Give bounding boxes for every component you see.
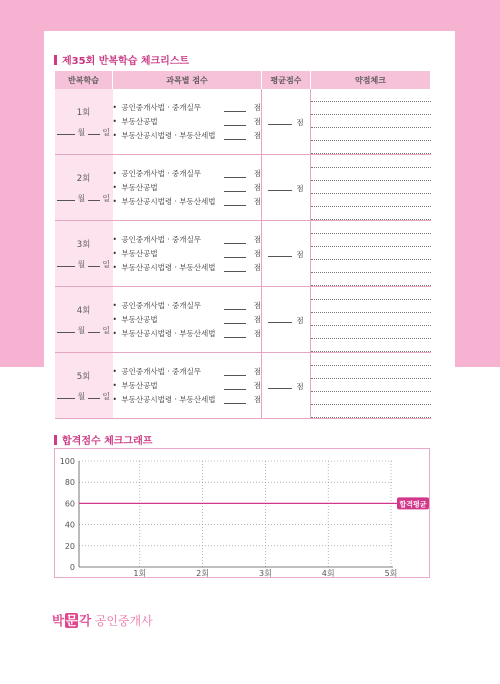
graph-title-text: 합격점수 체크그래프 — [62, 436, 153, 447]
score-blank[interactable] — [224, 381, 246, 390]
average-unit: 점 — [296, 183, 304, 193]
weakness-line[interactable] — [311, 260, 431, 273]
score-unit: 점 — [253, 169, 262, 178]
y-tick-label: 80 — [64, 478, 75, 488]
average-unit: 점 — [296, 381, 304, 391]
average-score-cell — [262, 353, 311, 419]
score-blank[interactable] — [224, 235, 246, 244]
subject-name: 부동산공법 — [121, 183, 158, 192]
bullet: • — [112, 131, 117, 140]
day-label: 일 — [102, 193, 111, 203]
score-blank[interactable] — [224, 131, 246, 140]
bullet: • — [112, 249, 117, 258]
score-blank[interactable] — [224, 249, 246, 258]
subject-name: 공인중개사법 · 중개실무 — [121, 169, 201, 178]
pass-average-label: 합격평균 — [399, 500, 427, 509]
weakness-line[interactable] — [311, 221, 431, 234]
day-label: 일 — [102, 325, 111, 335]
score-unit: 점 — [253, 249, 262, 258]
score-blank[interactable] — [224, 117, 246, 126]
round-label: 5회 — [76, 371, 91, 382]
logo-brand — [52, 611, 91, 629]
subject-score-line — [113, 393, 262, 407]
subject-name: 부동산공시법령 · 부동산세법 — [121, 263, 216, 272]
average-blank[interactable] — [268, 380, 292, 389]
weakness-line[interactable] — [311, 379, 431, 392]
subject-score-line — [113, 379, 262, 393]
average-score-cell — [262, 221, 311, 287]
subject-name: 부동산공시법령 · 부동산세법 — [121, 395, 216, 404]
x-tick-label: 3회 — [258, 569, 272, 578]
logo-brand-mid: 문 — [65, 613, 78, 628]
month-blank[interactable] — [57, 258, 75, 267]
logo-brand-post: 각 — [79, 613, 91, 628]
subject-score-line — [113, 261, 262, 275]
y-tick-label: 60 — [64, 499, 75, 509]
bullet: • — [112, 395, 117, 404]
bullet: • — [112, 301, 117, 310]
pass-score-graph — [54, 448, 430, 578]
month-blank[interactable] — [57, 324, 75, 333]
score-unit: 점 — [253, 367, 262, 376]
round-label: 1회 — [76, 107, 91, 118]
average-score-cell — [262, 89, 311, 155]
subject-name: 부동산공법 — [121, 381, 158, 390]
weakness-line[interactable] — [311, 115, 431, 128]
y-tick-label: 40 — [64, 520, 75, 530]
y-tick-label: 100 — [59, 457, 75, 466]
round-date — [55, 258, 113, 270]
title-bar-marker — [54, 55, 57, 65]
average-unit: 점 — [296, 249, 304, 259]
subject-name: 공인중개사법 · 중개실무 — [121, 235, 201, 244]
table-header-row — [55, 71, 431, 89]
bullet: • — [112, 315, 117, 324]
bullet: • — [112, 329, 117, 338]
subject-scores-cell — [113, 221, 262, 287]
y-tick-label: 20 — [64, 541, 75, 551]
weakness-line[interactable] — [311, 287, 431, 300]
subject-score-line — [113, 313, 262, 327]
weakness-cell — [311, 221, 431, 287]
round-date — [55, 192, 113, 204]
title-bar-marker — [54, 435, 57, 445]
weakness-line[interactable] — [311, 353, 431, 366]
average-score-cell — [262, 155, 311, 221]
subject-score-line — [113, 247, 262, 261]
subject-score-line — [113, 365, 262, 379]
x-tick-label: 1회 — [133, 569, 147, 578]
subject-scores-cell — [113, 287, 262, 353]
weakness-line[interactable] — [311, 128, 431, 141]
weakness-cell — [311, 89, 431, 155]
month-label: 월 — [77, 325, 86, 335]
weakness-line[interactable] — [311, 366, 431, 379]
bullet: • — [112, 367, 117, 376]
score-blank[interactable] — [224, 315, 246, 324]
subject-name: 공인중개사법 · 중개실무 — [121, 103, 201, 112]
header-round: 반복학습 — [55, 71, 113, 89]
round-date — [55, 126, 113, 138]
checklist-section-title — [54, 52, 189, 67]
subject-name: 공인중개사법 · 중개실무 — [121, 367, 201, 376]
round-date — [55, 390, 113, 402]
publisher-logo — [52, 611, 153, 629]
month-label: 월 — [77, 193, 86, 203]
subject-scores-cell — [113, 353, 262, 419]
table-row — [55, 287, 431, 353]
subject-score-line — [113, 299, 262, 313]
subject-name: 부동산공법 — [121, 249, 158, 258]
weakness-cell — [311, 353, 431, 419]
subject-name: 부동산공시법령 · 부동산세법 — [121, 197, 216, 206]
score-unit: 점 — [253, 235, 262, 244]
weakness-line[interactable] — [311, 207, 431, 220]
subject-score-line — [113, 327, 262, 341]
weakness-line[interactable] — [311, 102, 431, 115]
weakness-line[interactable] — [311, 300, 431, 313]
round-label: 3회 — [76, 239, 91, 250]
round-cell — [55, 287, 113, 353]
header-subject-scores: 과목별 점수 — [113, 71, 262, 89]
header-weakness-check: 약점체크 — [311, 71, 431, 89]
subject-name: 부동산공시법령 · 부동산세법 — [121, 329, 216, 338]
table-row — [55, 155, 431, 221]
weakness-line[interactable] — [311, 339, 431, 352]
score-blank[interactable] — [224, 197, 246, 206]
score-unit: 점 — [253, 183, 262, 192]
score-blank[interactable] — [224, 367, 246, 376]
average-blank[interactable] — [268, 314, 292, 323]
x-tick-label: 2회 — [196, 569, 210, 578]
score-unit: 점 — [253, 197, 262, 206]
weakness-line[interactable] — [311, 155, 431, 168]
average-blank[interactable] — [268, 248, 292, 257]
table-row — [55, 221, 431, 287]
subject-scores-cell — [113, 155, 262, 221]
subject-name: 부동산공시법령 · 부동산세법 — [121, 131, 216, 140]
round-cell — [55, 155, 113, 221]
day-blank[interactable] — [88, 192, 100, 201]
score-blank[interactable] — [224, 103, 246, 112]
subject-score-line — [113, 129, 262, 143]
weakness-line[interactable] — [311, 326, 431, 339]
subject-scores-cell — [113, 89, 262, 155]
round-cell — [55, 221, 113, 287]
score-blank[interactable] — [224, 395, 246, 404]
average-blank[interactable] — [268, 116, 292, 125]
subject-name: 부동산공법 — [121, 315, 158, 324]
score-blank[interactable] — [224, 301, 246, 310]
weakness-line[interactable] — [311, 247, 431, 260]
header-average-score: 평균점수 — [262, 71, 311, 89]
weakness-cell — [311, 155, 431, 221]
score-blank[interactable] — [224, 329, 246, 338]
bullet: • — [112, 183, 117, 192]
score-unit: 점 — [253, 263, 262, 272]
x-tick-label: 5회 — [384, 569, 398, 578]
y-tick-label: 0 — [69, 563, 75, 572]
score-unit: 점 — [253, 103, 262, 112]
score-unit: 점 — [253, 315, 262, 324]
score-blank[interactable] — [224, 183, 246, 192]
bullet: • — [112, 263, 117, 272]
score-unit: 점 — [253, 131, 262, 140]
score-unit: 점 — [253, 381, 262, 390]
score-blank[interactable] — [224, 169, 246, 178]
table-row — [55, 353, 431, 419]
weakness-line[interactable] — [311, 168, 431, 181]
round-date — [55, 324, 113, 336]
subject-name: 공인중개사법 · 중개실무 — [121, 301, 201, 310]
average-blank[interactable] — [268, 182, 292, 191]
round-label: 2회 — [76, 173, 91, 184]
day-label: 일 — [102, 259, 111, 269]
month-blank[interactable] — [57, 126, 75, 135]
weakness-line[interactable] — [311, 234, 431, 247]
weakness-line[interactable] — [311, 392, 431, 405]
checklist-table — [54, 71, 431, 419]
subject-score-line — [113, 167, 262, 181]
logo-brand-pre: 박 — [52, 613, 64, 628]
day-blank[interactable] — [88, 126, 100, 135]
average-unit: 점 — [296, 315, 304, 325]
graph-section-title — [54, 432, 152, 447]
day-blank[interactable] — [88, 324, 100, 333]
month-blank[interactable] — [57, 192, 75, 201]
subject-score-line — [113, 181, 262, 195]
round-label: 4회 — [76, 305, 91, 316]
average-unit: 점 — [296, 117, 304, 127]
subject-score-line — [113, 101, 262, 115]
month-label: 월 — [77, 127, 86, 137]
bullet: • — [112, 117, 117, 126]
month-label: 월 — [77, 259, 86, 269]
month-label: 월 — [77, 391, 86, 401]
bullet: • — [112, 103, 117, 112]
month-blank[interactable] — [57, 390, 75, 399]
average-score-cell — [262, 287, 311, 353]
weakness-line[interactable] — [311, 194, 431, 207]
score-unit: 점 — [253, 329, 262, 338]
table-row — [55, 89, 431, 155]
bullet: • — [112, 381, 117, 390]
round-cell — [55, 89, 113, 155]
pass-score-chart — [55, 449, 431, 579]
day-label: 일 — [102, 127, 111, 137]
bullet: • — [112, 197, 117, 206]
score-unit: 점 — [253, 301, 262, 310]
subject-score-line — [113, 233, 262, 247]
score-unit: 점 — [253, 395, 262, 404]
day-label: 일 — [102, 391, 111, 401]
subject-score-line — [113, 115, 262, 129]
score-blank[interactable] — [224, 263, 246, 272]
checklist-title-text: 제35회 반복학습 체크리스트 — [62, 56, 190, 67]
day-blank[interactable] — [88, 390, 100, 399]
weakness-line[interactable] — [311, 405, 431, 418]
weakness-line[interactable] — [311, 273, 431, 286]
weakness-line[interactable] — [311, 181, 431, 194]
x-tick-label: 4회 — [321, 569, 335, 578]
subject-score-line — [113, 195, 262, 209]
round-cell — [55, 353, 113, 419]
weakness-cell — [311, 287, 431, 353]
day-blank[interactable] — [88, 258, 100, 267]
weakness-line[interactable] — [311, 313, 431, 326]
weakness-line[interactable] — [311, 89, 431, 102]
logo-subtitle: 공인중개사 — [94, 613, 153, 628]
bullet: • — [112, 169, 117, 178]
weakness-line[interactable] — [311, 141, 431, 154]
subject-name: 부동산공법 — [121, 117, 158, 126]
bullet: • — [112, 235, 117, 244]
score-unit: 점 — [253, 117, 262, 126]
